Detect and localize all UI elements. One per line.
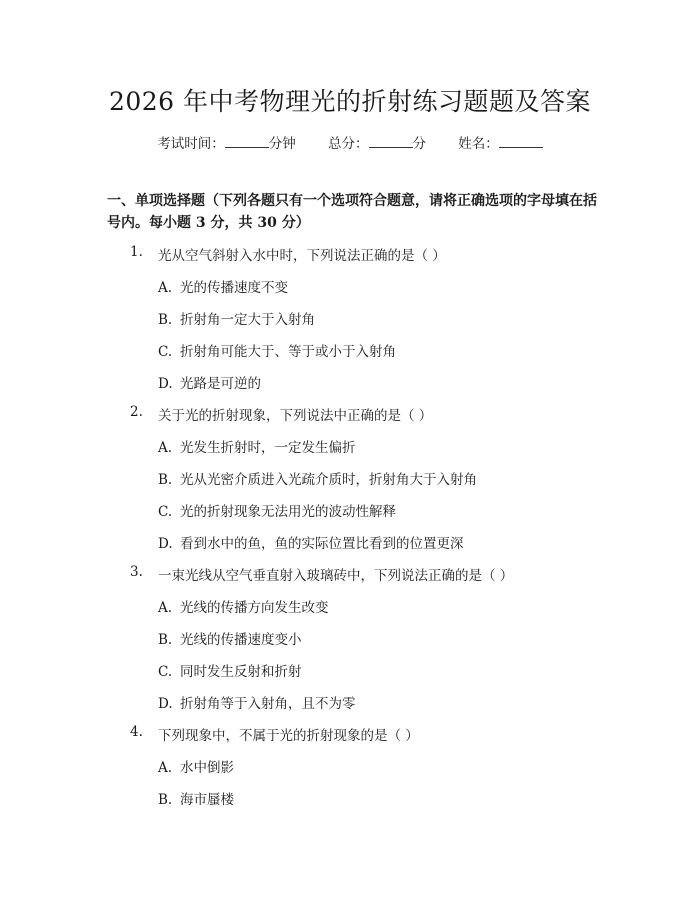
question-text: 光从空气斜射入水中时，下列说法正确的是（ ） [158,248,446,264]
question-number: 1. [130,244,143,260]
option-text: 同时发生反射和折射 [180,664,302,680]
exam-time-unit: 分钟 [268,136,296,152]
option-letter: D. [158,536,173,552]
option-letter: A. [158,600,173,616]
option-4b [158,788,234,808]
option-letter: A. [158,280,173,296]
document-title: 2026 年中考物理光的折射练习题题及答案 [108,87,592,116]
option-text: 折射角等于入射角，且不为零 [180,696,356,712]
option-2c [158,500,396,520]
section-heading: 一、单项选择题（下列各题只有一个选项符合题意，请将正确选项的字母填在括号内。每小题 3 分，共 30 分） [107,193,597,231]
option-letter: B. [158,472,173,488]
student-name-label: 姓名： [458,136,499,152]
question-text: 关于光的折射现象，下列说法中正确的是（ ） [158,408,433,424]
option-letter: C. [158,504,173,520]
question-number: 2. [130,404,143,420]
option-letter: D. [158,696,173,712]
exam-time-label: 考试时间： [157,136,225,152]
option-4a [158,756,234,776]
total-score-label: 总分： [328,136,369,152]
option-2d [158,532,464,552]
option-letter: A. [158,760,173,776]
question-text: 一束光线从空气垂直射入玻璃砖中，下列说法正确的是（ ） [158,568,514,584]
option-2b [158,468,477,488]
option-text: 水中倒影 [180,760,234,776]
option-text: 光的折射现象无法用光的波动性解释 [180,504,396,520]
option-text: 光路是可逆的 [180,376,261,392]
option-text: 光的传播速度不变 [180,280,288,296]
option-text: 光从光密介质进入光疏介质时，折射角大于入射角 [180,472,477,488]
option-text: 光发生折射时，一定发生偏折 [180,440,356,456]
option-text: 折射角可能大于、等于或小于入射角 [180,344,396,360]
option-letter: C. [158,344,173,360]
option-letter: C. [158,664,173,680]
option-3b [158,628,302,648]
option-text: 折射角一定大于入射角 [180,312,315,328]
option-text: 看到水中的鱼，鱼的实际位置比看到的位置更深 [180,536,464,552]
option-text: 海市蜃楼 [180,792,234,808]
question-number: 4. [130,724,143,740]
option-letter: A. [158,440,173,456]
option-letter: B. [158,792,173,808]
option-1d [158,372,261,392]
option-letter: B. [158,632,173,648]
question-text: 下列现象中，不属于光的折射现象的是（ ） [158,728,419,744]
option-1c [158,340,396,360]
question-number: 3. [130,564,143,580]
option-1a [158,276,288,296]
option-letter: B. [158,312,173,328]
option-2a [158,436,356,456]
option-letter: D. [158,376,173,392]
option-3d [158,692,356,712]
option-text: 光线的传播速度变小 [180,632,302,648]
total-score-unit: 分 [412,136,426,152]
option-text: 光线的传播方向发生改变 [180,600,329,616]
option-1b [158,308,315,328]
option-3c [158,660,302,680]
option-3a [158,596,329,616]
